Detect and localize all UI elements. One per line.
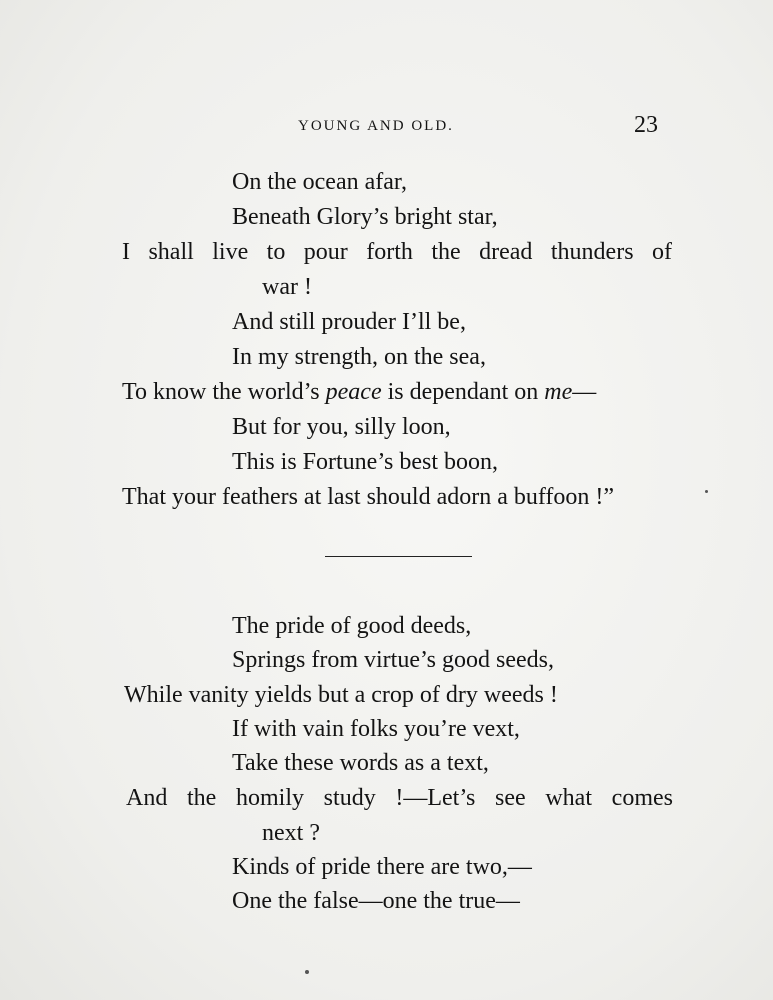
verse-line-continuation: war ! xyxy=(262,274,312,300)
verse-line: This is Fortune’s best boon, xyxy=(232,449,499,475)
verse-line: That your feathers at last should adorn a buffoon !” xyxy=(122,484,615,510)
verse-line: One the false—one the true— xyxy=(232,888,520,914)
verse-line: But for you, silly loon, xyxy=(232,414,451,440)
verse-line: The pride of good deeds, xyxy=(232,613,472,639)
verse-line: While vanity yields but a crop of dry weeds ! xyxy=(124,682,558,708)
verse-line: Springs from virtue’s good seeds, xyxy=(232,647,554,673)
verse-line: In my strength, on the sea, xyxy=(232,344,486,370)
paper-speck xyxy=(705,490,708,493)
verse-line: Kinds of pride there are two,— xyxy=(232,854,532,880)
verse-line: On the ocean afar, xyxy=(232,169,407,195)
paper-speck xyxy=(305,970,309,974)
verse-line: To know the world’s peace is dependant on me— xyxy=(122,379,597,405)
verse-line-continuation: next ? xyxy=(262,820,320,846)
verse-line: Beneath Glory’s bright star, xyxy=(232,204,498,230)
verse-line: I shall live to pour forth the dread thunders of xyxy=(122,239,672,265)
running-title: YOUNG AND OLD. xyxy=(298,118,454,134)
section-divider xyxy=(325,556,472,557)
verse-line: And still prouder I’ll be, xyxy=(232,309,466,335)
page-number: 23 xyxy=(634,112,658,138)
verse-line: If with vain folks you’re vext, xyxy=(232,716,520,742)
verse-line: Take these words as a text, xyxy=(232,750,489,776)
verse-line: And the homily study !—Let’s see what comes xyxy=(126,785,673,811)
